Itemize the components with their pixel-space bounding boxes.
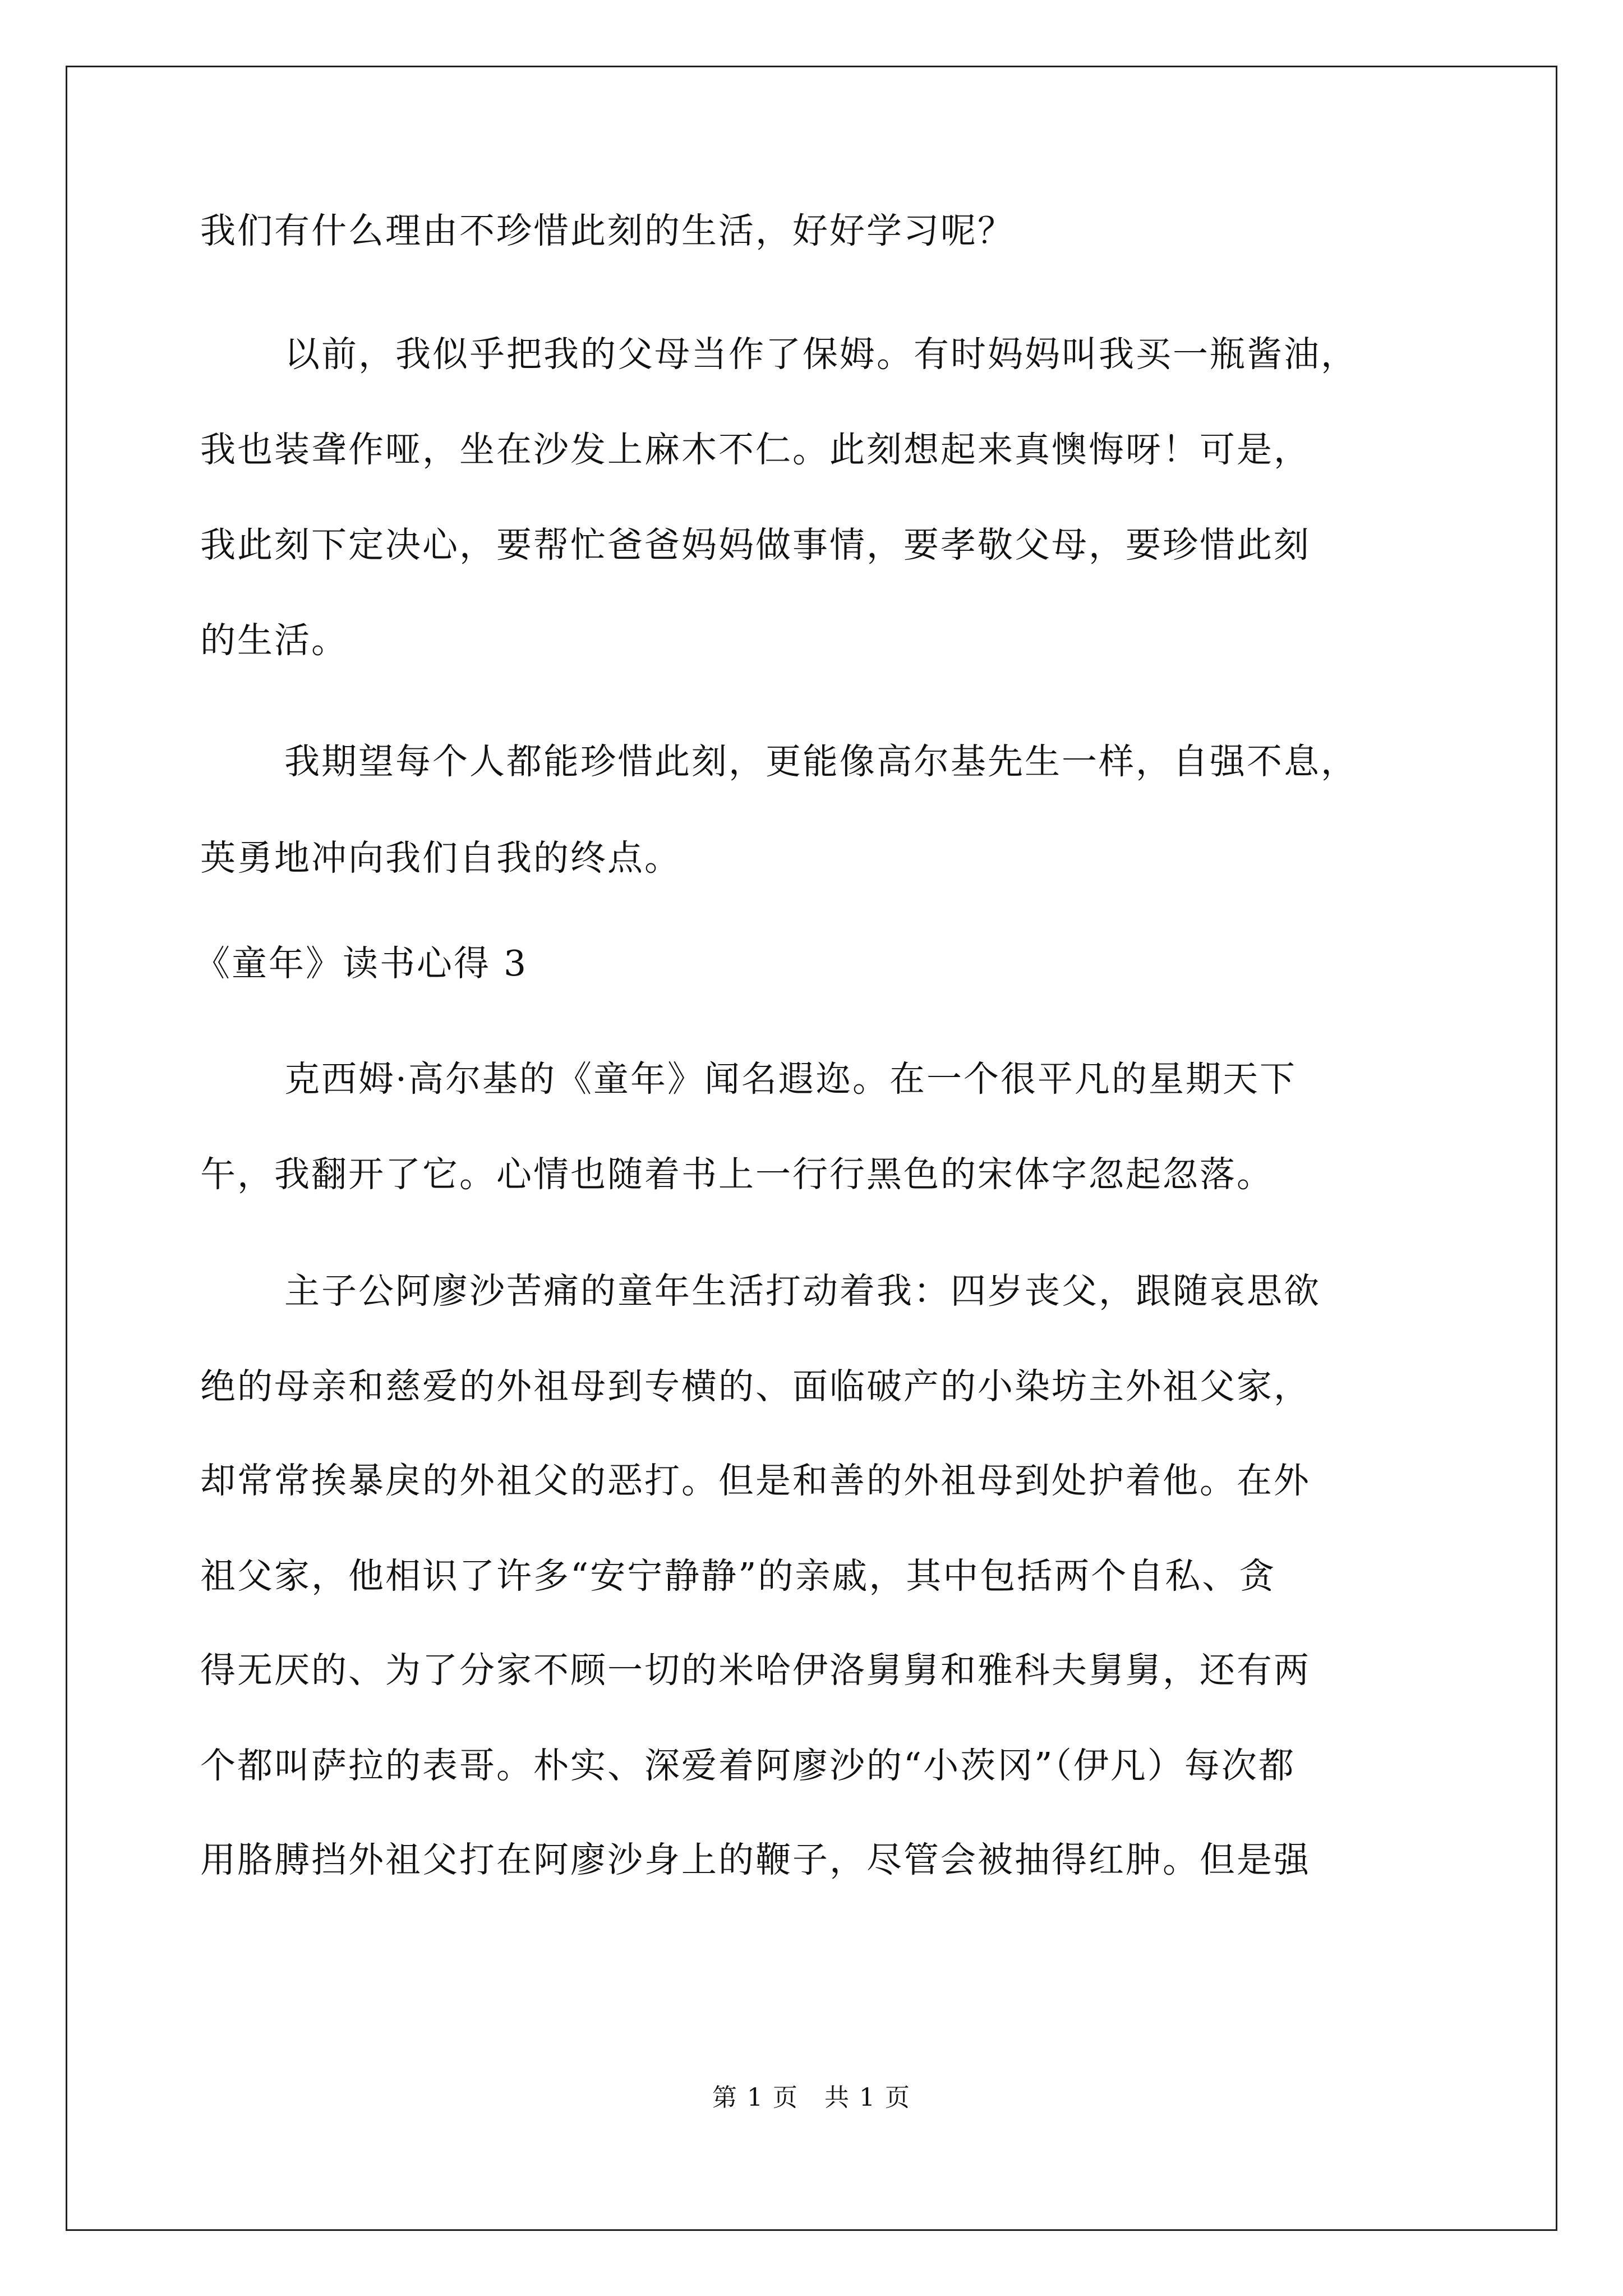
- paragraph-line: 我也装聋作哑，坐在沙发上麻木不仁。此刻想起来真懊悔呀！可是，: [200, 429, 1311, 470]
- paragraph-line: 主子公阿廖沙苦痛的童年生活打动着我：四岁丧父，跟随哀思欲: [284, 1271, 1321, 1312]
- paragraph-line: 英勇地冲向我们自我的终点。: [200, 838, 681, 878]
- paragraph-line: 我期望每个人都能珍惜此刻，更能像高尔基先生一样，自强不息，: [284, 741, 1358, 782]
- paragraph-line: 个都叫萨拉的表哥。朴实、深爱着阿廖沙的“小茨冈”（伊凡）每次都: [200, 1745, 1295, 1786]
- paragraph-line: 午，我翻开了它。心情也随着书上一行行黑色的宋体字忽起忽落。: [200, 1154, 1274, 1195]
- paragraph-line: 却常常挨暴戾的外祖父的恶打。但是和善的外祖母到处护着他。在外: [200, 1460, 1311, 1501]
- paragraph-line: 绝的母亲和慈爱的外祖母到专横的、面临破产的小染坊主外祖父家，: [200, 1366, 1311, 1407]
- page-footer: 第 1 页 共 1 页: [712, 2083, 911, 2112]
- paragraph-line: 我此刻下定决心，要帮忙爸爸妈妈做事情，要孝敬父母，要珍惜此刻: [200, 524, 1311, 565]
- paragraph-line: 得无厌的、为了分家不顾一切的米哈伊洛舅舅和雅科夫舅舅，还有两: [200, 1650, 1311, 1691]
- paragraph-line: 以前，我似乎把我的父母当作了保姆。有时妈妈叫我买一瓶酱油，: [284, 334, 1358, 375]
- paragraph-line: 克西姆·高尔基的《童年》闻名遐迩。在一个很平凡的星期天下: [284, 1059, 1297, 1099]
- paragraph-line: 的生活。: [200, 620, 348, 661]
- paragraph-line: 我们有什么理由不珍惜此刻的生活，好好学习呢？: [200, 210, 1015, 251]
- page-border: [66, 66, 1557, 2231]
- section-heading: 《童年》读书心得 3: [195, 943, 528, 984]
- paragraph-line: 祖父家，他相识了许多“安宁静静”的亲戚，其中包括两个自私、贪: [200, 1556, 1276, 1596]
- paragraph-line: 用胳膊挡外祖父打在阿廖沙身上的鞭子，尽管会被抽得红肿。但是强: [200, 1839, 1311, 1880]
